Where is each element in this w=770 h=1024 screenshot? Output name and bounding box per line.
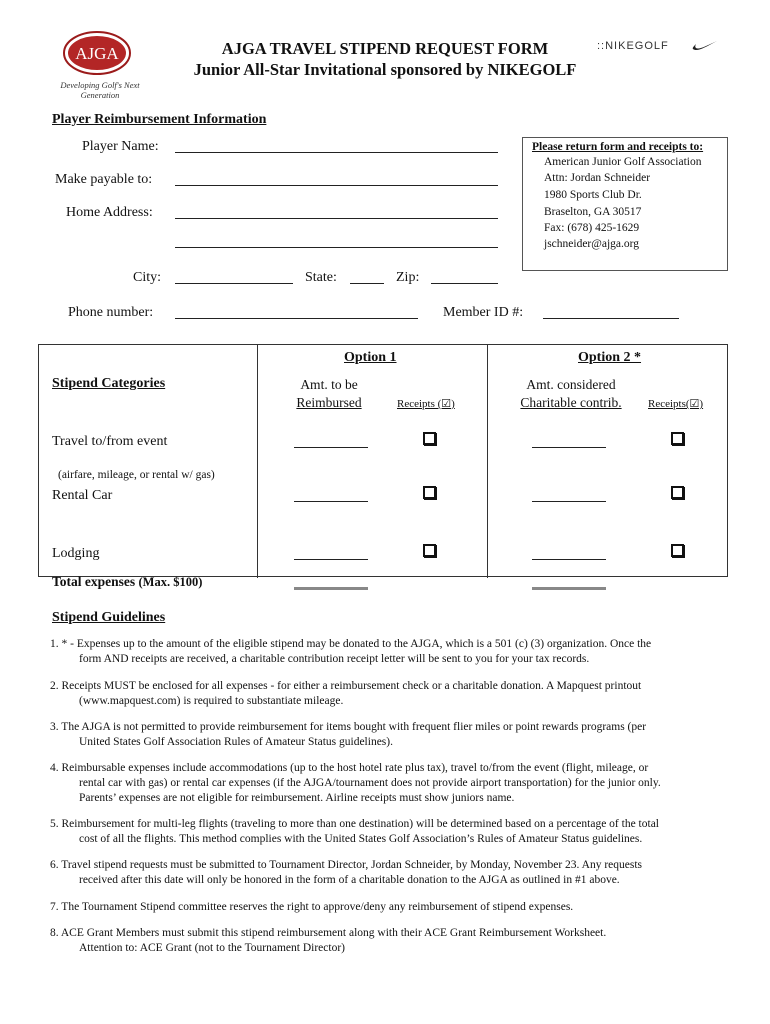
travel-reimburse-amount[interactable] — [294, 447, 368, 448]
ajga-logo — [62, 30, 132, 76]
guideline-cont: rental car with gas) or rental car expenses (if the AJGA/tournament does not provide airport transportation) for the junior only. — [79, 777, 661, 789]
total-expenses-label — [52, 574, 202, 590]
guideline-text: Reimbursement for multi-leg flights (traveling to more than one destination) will be determined based on a percentage of the total — [61, 818, 660, 830]
guideline-text: The AJGA is not permitted to provide reimbursement for items bought with frequent flier miles or point rewards programs (per — [61, 721, 647, 733]
lodging-reimburse-amount[interactable] — [294, 559, 368, 560]
row-travel-label: Travel to/from event — [52, 434, 168, 449]
guideline-item-3 — [50, 720, 730, 750]
phone-label: Phone number: — [68, 305, 154, 320]
option1-amount-header — [284, 376, 374, 412]
option2-amount-header — [506, 376, 636, 412]
rental-reimburse-amount[interactable] — [294, 501, 368, 502]
member-id-label: Member ID #: — [443, 305, 524, 320]
home-address-field-2[interactable] — [175, 247, 498, 248]
ajga-logo-text: AJGA — [75, 44, 119, 63]
return-line: Attn: Jordan Schneider — [544, 172, 651, 184]
row-rental-label: Rental Car — [52, 488, 113, 503]
guideline-number: 1. — [50, 638, 59, 650]
return-line: American Junior Golf Association — [544, 156, 702, 168]
guideline-text: Receipts MUST be enclosed for all expenses - for either a reimbursement check or a charitable donation. A Mapquest printout — [61, 680, 642, 692]
payable-to-field[interactable] — [175, 185, 498, 186]
travel-charitable-receipts-checkbox[interactable] — [671, 432, 684, 445]
player-name-field[interactable] — [175, 152, 498, 153]
total-label: Total expenses — [52, 574, 136, 589]
phone-field[interactable] — [175, 318, 418, 319]
stipend-categories-heading: Stipend Categories — [52, 376, 166, 391]
guideline-item-1 — [50, 637, 730, 667]
player-section-heading: Player Reimbursement Information — [52, 112, 267, 127]
guideline-cont: United States Golf Association Rules of Amateur Status guidelines). — [79, 736, 393, 748]
return-email: jschneider@ajga.org — [544, 238, 639, 250]
guideline-text: ACE Grant Members must submit this stipend reimbursement along with their ACE Grant Reimbursement Worksheet. — [60, 927, 607, 939]
guideline-cont: (www.mapquest.com) is required to substantiate mileage. — [79, 695, 344, 707]
state-label: State: — [305, 270, 337, 285]
column-divider — [487, 345, 488, 578]
city-field[interactable] — [175, 283, 293, 284]
zip-label: Zip: — [396, 270, 420, 285]
guideline-text: The Tournament Stipend committee reserves the right to approve/deny any reimbursement of stipend expenses. — [61, 901, 574, 913]
guideline-text: Reimbursable expenses include accommodations (up to the host hotel rate plus tax), travel to/from the event (flight, mileage, or — [61, 762, 649, 774]
option1-title: Option 1 — [344, 350, 397, 365]
member-id-field[interactable] — [543, 318, 679, 319]
row-lodging-label: Lodging — [52, 546, 100, 561]
home-address-label: Home Address: — [66, 205, 153, 220]
guideline-number: 6. — [50, 859, 59, 871]
guideline-cont: Parents’ expenses are not eligible for reimbursement. Airline receipts must show juniors name. — [79, 792, 515, 804]
guideline-text: Travel stipend requests must be submitted to Tournament Director, Jordan Schneider, by Monday, November 23. Any requests — [61, 859, 643, 871]
guideline-number: 7. — [50, 901, 59, 913]
row-travel-note: (airfare, mileage, or rental w/ gas) — [58, 469, 215, 481]
rental-charitable-amount[interactable] — [532, 501, 606, 502]
option2-amt-line1: Amt. considered — [526, 377, 616, 392]
travel-charitable-amount[interactable] — [532, 447, 606, 448]
tagline: Developing Golf's Next Generation — [60, 80, 140, 100]
guideline-item-2 — [50, 679, 730, 709]
city-label: City: — [133, 270, 162, 285]
form-title — [160, 38, 610, 80]
rental-charitable-receipts-checkbox[interactable] — [671, 486, 684, 499]
guideline-cont: cost of all the flights. This method complies with the United States Golf Association’s Rules of Amateur Status guidelines. — [79, 833, 643, 845]
guideline-number: 5. — [50, 818, 59, 830]
guideline-number: 8. — [50, 927, 59, 939]
option2-amt-line2: Charitable contrib. — [520, 395, 622, 410]
option2-title: Option 2 * — [578, 350, 642, 365]
option1-amt-line1: Amt. to be — [300, 377, 358, 392]
zip-field[interactable] — [431, 283, 498, 284]
guideline-item-8 — [50, 926, 730, 956]
return-box-heading: Please return form and receipts to: — [532, 141, 704, 153]
guideline-number: 4. — [50, 762, 59, 774]
lodging-charitable-amount[interactable] — [532, 559, 606, 560]
return-line: 1980 Sports Club Dr. — [544, 189, 642, 201]
rental-receipts-checkbox[interactable] — [423, 486, 436, 499]
guidelines-heading: Stipend Guidelines — [52, 610, 166, 625]
guideline-item-6 — [50, 858, 730, 888]
return-line: Fax: (678) 425-1629 — [544, 222, 640, 234]
payable-to-label: Make payable to: — [55, 172, 153, 187]
guideline-text: * - Expenses up to the amount of the eligible stipend may be donated to the AJGA, which is a 501 (c) (3) organization. Once the — [61, 638, 652, 650]
lodging-receipts-checkbox[interactable] — [423, 544, 436, 557]
swoosh-icon — [692, 38, 718, 52]
home-address-field-1[interactable] — [175, 218, 498, 219]
player-name-label: Player Name: — [82, 139, 159, 154]
guideline-cont: Attention to: ACE Grant (not to the Tournament Director) — [79, 942, 345, 954]
option2-receipts-header: Receipts(☑) — [648, 398, 704, 410]
total-max-note: (Max. $100) — [138, 575, 203, 589]
guideline-item-4 — [50, 761, 730, 806]
guideline-item-5 — [50, 817, 730, 847]
title-line-1: AJGA TRAVEL STIPEND REQUEST FORM — [221, 39, 549, 58]
total-reimburse-amount[interactable] — [294, 587, 368, 590]
return-line: Braselton, GA 30517 — [544, 206, 642, 218]
travel-receipts-checkbox[interactable] — [423, 432, 436, 445]
lodging-charitable-receipts-checkbox[interactable] — [671, 544, 684, 557]
column-divider — [257, 345, 258, 578]
total-charitable-amount[interactable] — [532, 587, 606, 590]
title-line-2: Junior All-Star Invitational sponsored by NIKEGOLF — [193, 60, 577, 79]
guideline-cont: received after this date will only be honored in the form of a charitable donation to the AJGA as outlined in #1 above. — [79, 874, 620, 886]
option1-amt-line2: Reimbursed — [296, 395, 362, 410]
guideline-item-7 — [50, 900, 730, 915]
option1-receipts-header: Receipts (☑) — [397, 398, 455, 410]
state-field[interactable] — [350, 283, 384, 284]
guideline-number: 2. — [50, 680, 59, 692]
return-address-box — [522, 137, 728, 271]
guideline-number: 3. — [50, 721, 59, 733]
guideline-cont: form AND receipts are received, a charitable contribution receipt letter will be sent to you for your tax records. — [79, 653, 590, 665]
nikegolf-logo: ::NIKEGOLF — [597, 40, 669, 52]
